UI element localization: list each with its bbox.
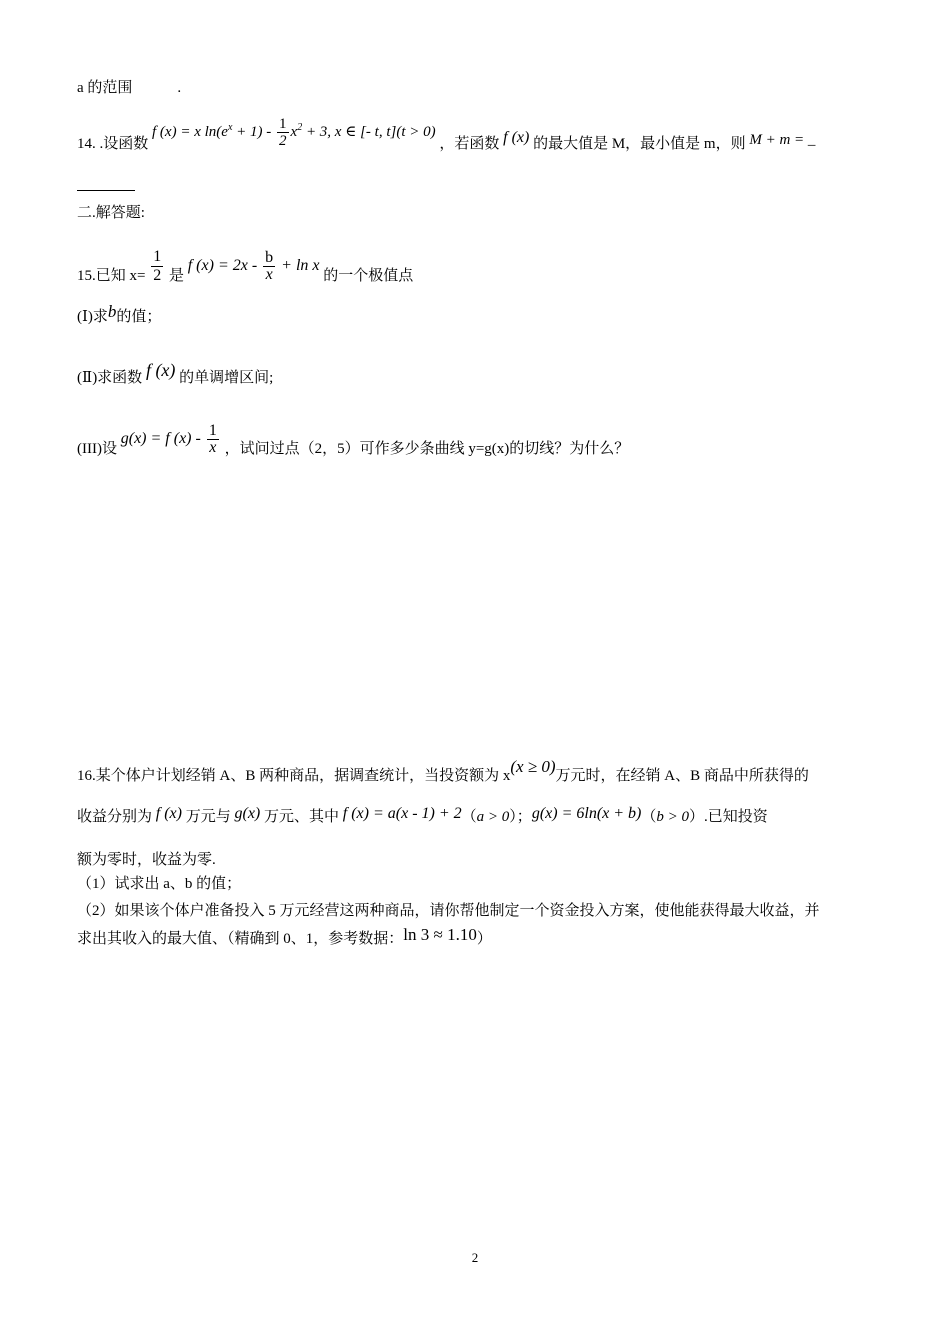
q16-l2-i: ）.已知投资 (689, 809, 768, 825)
q14-frac-den: 2 (279, 133, 287, 149)
page-number: 2 (471, 1250, 479, 1265)
q16-l2-b: 万元与 (185, 809, 231, 825)
q14-fx: f (x) (503, 128, 530, 146)
q15-2-fx: f (x) (145, 360, 176, 380)
q15-3-frac-num: 1 (208, 422, 217, 439)
q15-fraction-b (263, 250, 275, 283)
q16-l2-g: g(x) = 6ln(x + b) (531, 805, 642, 822)
q16-l3: 额为零时，收益为零. (77, 852, 216, 868)
q16-l2-e: ）； (509, 809, 532, 825)
q16-3-a: 求出其收入的最大值、（精确到 0、1，参考数据： (77, 931, 404, 947)
question-16-line-1 (77, 757, 809, 786)
q15-is: 是 (168, 267, 184, 284)
question-15 (77, 248, 414, 295)
q16-2: （2）如果该个体户准备投入 5 万元经营这两种商品，请你帮他制定一个资金投入方案，使他能获得最大收益，并 (77, 903, 820, 919)
q14-formula-a: f (x) = x ln(e (152, 123, 228, 140)
q15-3-prefix: (III)设 (77, 441, 117, 458)
q15-formula-a: f (x) = 2x - (187, 256, 262, 274)
section-heading (77, 203, 145, 223)
q16-1: （1）试求出 a、b 的值； (77, 876, 242, 892)
q14-mid2: 的最大值是 M，最小值是 m，则 (533, 135, 746, 152)
q14-formula-c: x (290, 123, 298, 140)
q15-formula (187, 248, 320, 283)
q16-3-ln: ln 3 ≈ 1.10 (403, 925, 477, 944)
q14-frac-num: 1 (279, 116, 287, 132)
q16-l1-cond: (x ≥ 0) (510, 757, 556, 776)
q15-frac2-den: x (265, 265, 273, 283)
q15-frac-num: 1 (153, 248, 162, 265)
q16-l1-a: 16.某个体户计划经销 A、B 两种商品，据调查统计，当投资额为 x (77, 768, 511, 784)
question-16-part-2-cont (77, 925, 492, 949)
q14-formula (152, 116, 436, 149)
q15-fraction-half (151, 248, 163, 285)
q15-frac-den: 2 (153, 267, 162, 284)
q14-fraction (277, 116, 289, 149)
text: a 的范围 . (77, 80, 182, 96)
q15-3-suffix: ，试问过点（2，5）可作多少条曲线 y=g(x)的切线？为什么？ (224, 441, 630, 458)
question-15-part-3 (77, 422, 630, 466)
q15-1-prefix: (Ⅰ)求 (77, 309, 108, 325)
q15-1-b: b (107, 302, 117, 321)
q16-l1-b: 万元时，在经销 A、B 商品中所获得的 (555, 768, 809, 784)
q16-l2-h: （ (641, 809, 657, 825)
line-a-range (77, 78, 181, 98)
q16-l2-f: f (x) = a(x - 1) + 2 (342, 805, 462, 822)
q15-2-prefix: (Ⅱ)求函数 (77, 370, 143, 386)
answer-blank (77, 190, 135, 191)
q16-l2-a: 收益分别为 (77, 809, 153, 825)
q16-l2-gx: g(x) (234, 805, 261, 822)
q15-2-suffix: 的单调增区间; (179, 370, 274, 386)
q16-l2-fx: f (x) (155, 805, 182, 822)
q15-3-formula-text: g(x) = f (x) - (120, 430, 205, 448)
q14-formula-d: + 3, x ∈ [- t, t](t > 0) (302, 123, 436, 140)
question-15-part-1 (77, 302, 162, 327)
q14-tail: M + m = _ (749, 131, 816, 148)
q15-prefix: 15.已知 x= (77, 267, 146, 284)
q14-sup-2: 2 (297, 121, 303, 133)
question-16-line-2 (77, 807, 768, 827)
q16-l2-d: （ (461, 809, 477, 825)
q16-l2-acond: a > 0 (476, 809, 510, 825)
question-14 (77, 116, 816, 161)
q14-prefix: 14. .设函数 (77, 135, 149, 152)
q16-l2-bcond: b > 0 (656, 809, 690, 825)
q15-3-fraction (207, 423, 219, 456)
section2-text: 二.解答题: (77, 205, 145, 221)
q15-frac2-num: b (265, 248, 274, 266)
question-15-part-2 (77, 360, 274, 388)
q15-3-formula (120, 422, 221, 456)
q14-mid1: ，若函数 (439, 135, 500, 152)
q14-formula-b: + 1) - (232, 123, 276, 140)
q15-formula-b: + ln x (277, 256, 320, 274)
q15-3-frac-den: x (209, 439, 217, 456)
q14-sup-x: x (227, 121, 233, 133)
question-16-part-1 (77, 874, 241, 894)
q15-suffix: 的一个极值点 (323, 267, 414, 284)
question-16-line-3 (77, 850, 216, 870)
q15-1-suffix: 的值； (116, 309, 162, 325)
q16-3-b: ） (476, 931, 492, 947)
question-16-part-2 (77, 901, 820, 921)
q16-l2-c: 万元、其中 (264, 809, 340, 825)
